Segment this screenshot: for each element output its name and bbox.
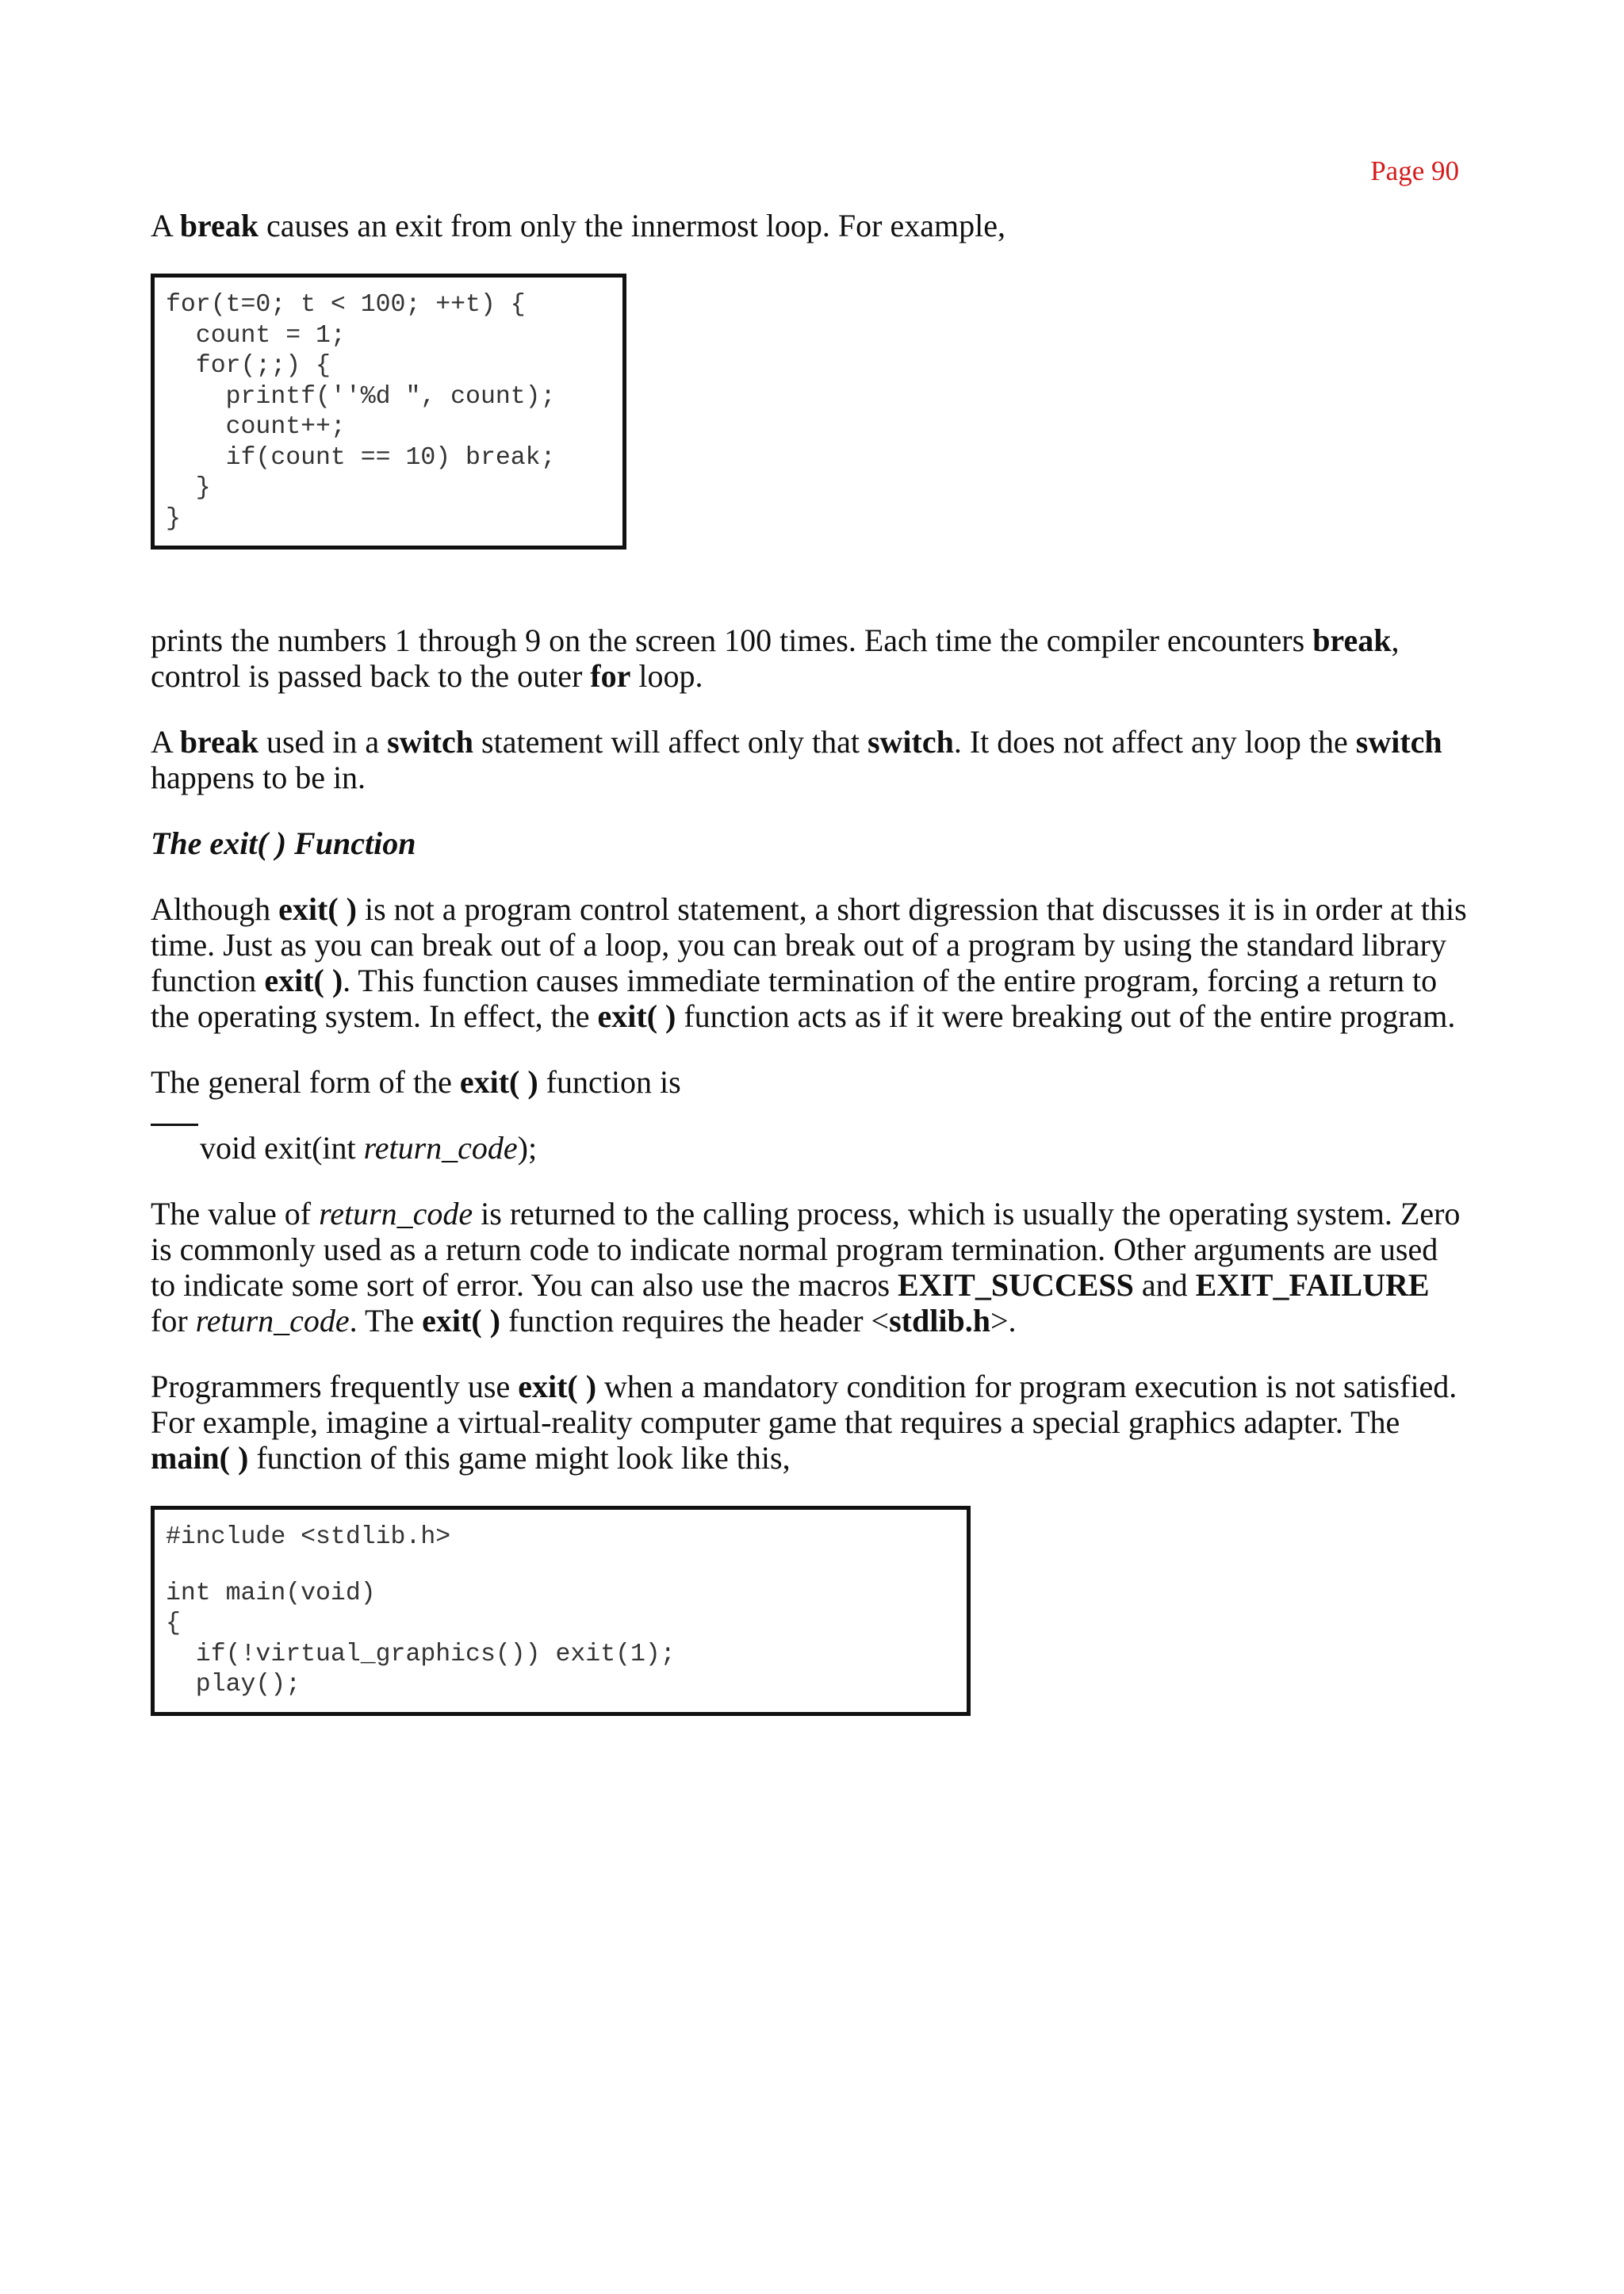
keyword-for: for [590, 658, 631, 694]
text-span: function requires the header < [500, 1303, 890, 1338]
keyword-exit: exit( ) [278, 891, 357, 927]
text-span: loop. [630, 658, 703, 694]
code-block-break-example [151, 274, 626, 550]
code-line: #include <stdlib.h> [166, 1523, 451, 1551]
param-return-code: return_code [319, 1196, 473, 1231]
text-span: The general form of the [151, 1064, 460, 1100]
code-line: play(); [166, 1671, 301, 1698]
text-span: statement will affect only that [473, 724, 868, 760]
dash-mark [151, 1124, 198, 1126]
text-span: ); [517, 1130, 538, 1166]
text-span: A [151, 724, 180, 760]
param-return-code: return_code [195, 1303, 350, 1338]
keyword-exit: exit( ) [597, 998, 676, 1034]
code-line: if(count == 10) break; [166, 443, 556, 472]
code-line: } [166, 474, 211, 502]
paragraph-break-explanation [151, 622, 1467, 694]
code-line: { [166, 1610, 181, 1637]
code-blank-line [166, 1553, 956, 1579]
header-stdlib: stdlib.h [889, 1303, 990, 1338]
macro-exit-success: EXIT_SUCCESS [898, 1267, 1134, 1303]
keyword-break: break [1312, 622, 1392, 658]
keyword-exit: exit( ) [264, 963, 343, 998]
text-span: used in a [258, 724, 388, 760]
code-line: int main(void) [166, 1579, 376, 1607]
text-span: >. [990, 1303, 1017, 1338]
paragraph-exit-intro [151, 891, 1467, 1034]
text-span: void exit(int [200, 1130, 364, 1166]
text-span: The value of [151, 1196, 320, 1231]
macro-exit-failure: EXIT_FAILURE [1195, 1267, 1430, 1303]
paragraph-break-intro [151, 208, 1467, 243]
text-span: function of this game might look like this, [248, 1440, 791, 1476]
text-span: . It does not affect any loop the [953, 724, 1356, 760]
text-span: , control is passed back to the outer [151, 622, 1400, 694]
text-span: Although [151, 891, 279, 927]
keyword-exit: exit( ) [422, 1303, 500, 1338]
paragraph-general-form [151, 1064, 1467, 1100]
text-span: when a mandatory condition for program execution is not satisfied. For example, imagine a virtual-reality computer game that requires a special graphics adapter. The [151, 1369, 1457, 1440]
code-line: printf(''%d ", count); [166, 382, 556, 411]
keyword-switch: switch [387, 724, 474, 760]
text-span: . The [349, 1303, 423, 1338]
code-line: count = 1; [166, 321, 346, 350]
text-span: causes an exit from only the innermost loop. For example, [258, 208, 1005, 243]
keyword-switch: switch [867, 724, 954, 760]
text-span: prints the numbers 1 through 9 on the screen 100 times. Each time the compiler encounters [151, 622, 1313, 658]
text-span: Programmers frequently use [151, 1369, 519, 1404]
text-span: for [151, 1303, 196, 1338]
page-content [151, 208, 1467, 1716]
param-return-code: return_code [363, 1130, 518, 1166]
keyword-exit: exit( ) [459, 1064, 538, 1100]
section-heading: The exit( ) Function [151, 825, 416, 861]
text-span: function is [538, 1064, 681, 1100]
text-span: and [1133, 1267, 1196, 1303]
paragraph-break-switch [151, 724, 1467, 795]
text-span: A [151, 208, 180, 243]
code-line: } [166, 504, 181, 533]
text-span: is returned to the calling process, which is usually the operating system. Zero is commonly used as a return code to indicate normal program termination. Other arguments are used to indicate some sort of error. You can also use the macros [151, 1196, 1461, 1303]
text-span: happens to be in. [151, 760, 366, 795]
code-block-exit-example [151, 1506, 971, 1716]
page-number: Page 90 [1370, 155, 1459, 186]
text-span: function acts as if it were breaking out of the entire program. [676, 998, 1456, 1034]
keyword-main: main( ) [151, 1440, 249, 1476]
code-line: count++; [166, 413, 346, 441]
text-span: is not a program control statement, a short digression that discusses it is in order at this time. Just as you can break out of a loop, you can break out of a program by using the standard library function [151, 891, 1467, 998]
code-line: if(!virtual_graphics()) exit(1); [166, 1640, 676, 1668]
keyword-switch: switch [1355, 724, 1442, 760]
paragraph-return-code [151, 1196, 1467, 1338]
code-line: for(;;) { [166, 352, 331, 380]
text-span: . This function causes immediate termination of the entire program, forcing a return to the operating system. In effect, the [151, 963, 1438, 1034]
paragraph-exit-usage [151, 1369, 1467, 1476]
general-form-signature [151, 1130, 1467, 1166]
keyword-break: break [179, 208, 259, 243]
keyword-exit: exit( ) [518, 1369, 597, 1404]
keyword-break: break [179, 724, 259, 760]
code-line: for(t=0; t < 100; ++t) { [166, 291, 526, 319]
